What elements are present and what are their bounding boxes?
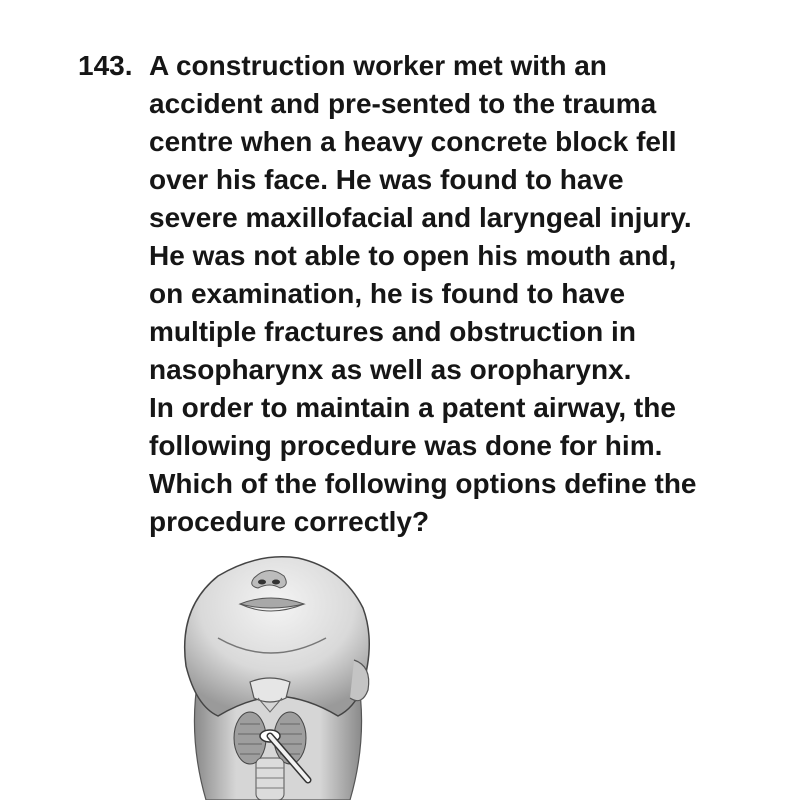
question-line: accident and pre-sented to the trauma: [149, 88, 657, 119]
question-line: over his face. He was found to have: [149, 164, 624, 195]
question-number: 143.: [78, 50, 133, 81]
question-line: following procedure was done for him.: [149, 430, 663, 461]
neck-airway-illustration: [158, 548, 398, 800]
question-line: multiple fractures and obstruction in: [149, 316, 636, 347]
question-line: procedure correctly?: [149, 506, 430, 537]
question-line: Which of the following options define the: [149, 468, 697, 499]
question-line: nasopharynx as well as oropharynx.: [149, 354, 632, 385]
question-text: [149, 47, 778, 541]
question-line: In order to maintain a patent airway, the: [149, 392, 676, 423]
question-line: on examination, he is found to have: [149, 278, 626, 309]
question-block: [78, 47, 778, 541]
question-line: A construction worker met with an: [149, 50, 607, 81]
question-line: centre when a heavy concrete block fell: [149, 126, 677, 157]
question-line: severe maxillofacial and laryngeal injury.: [149, 202, 692, 233]
neck-airway-procedure-illustration-icon: [158, 548, 398, 800]
question-line: He was not able to open his mouth and,: [149, 240, 677, 271]
